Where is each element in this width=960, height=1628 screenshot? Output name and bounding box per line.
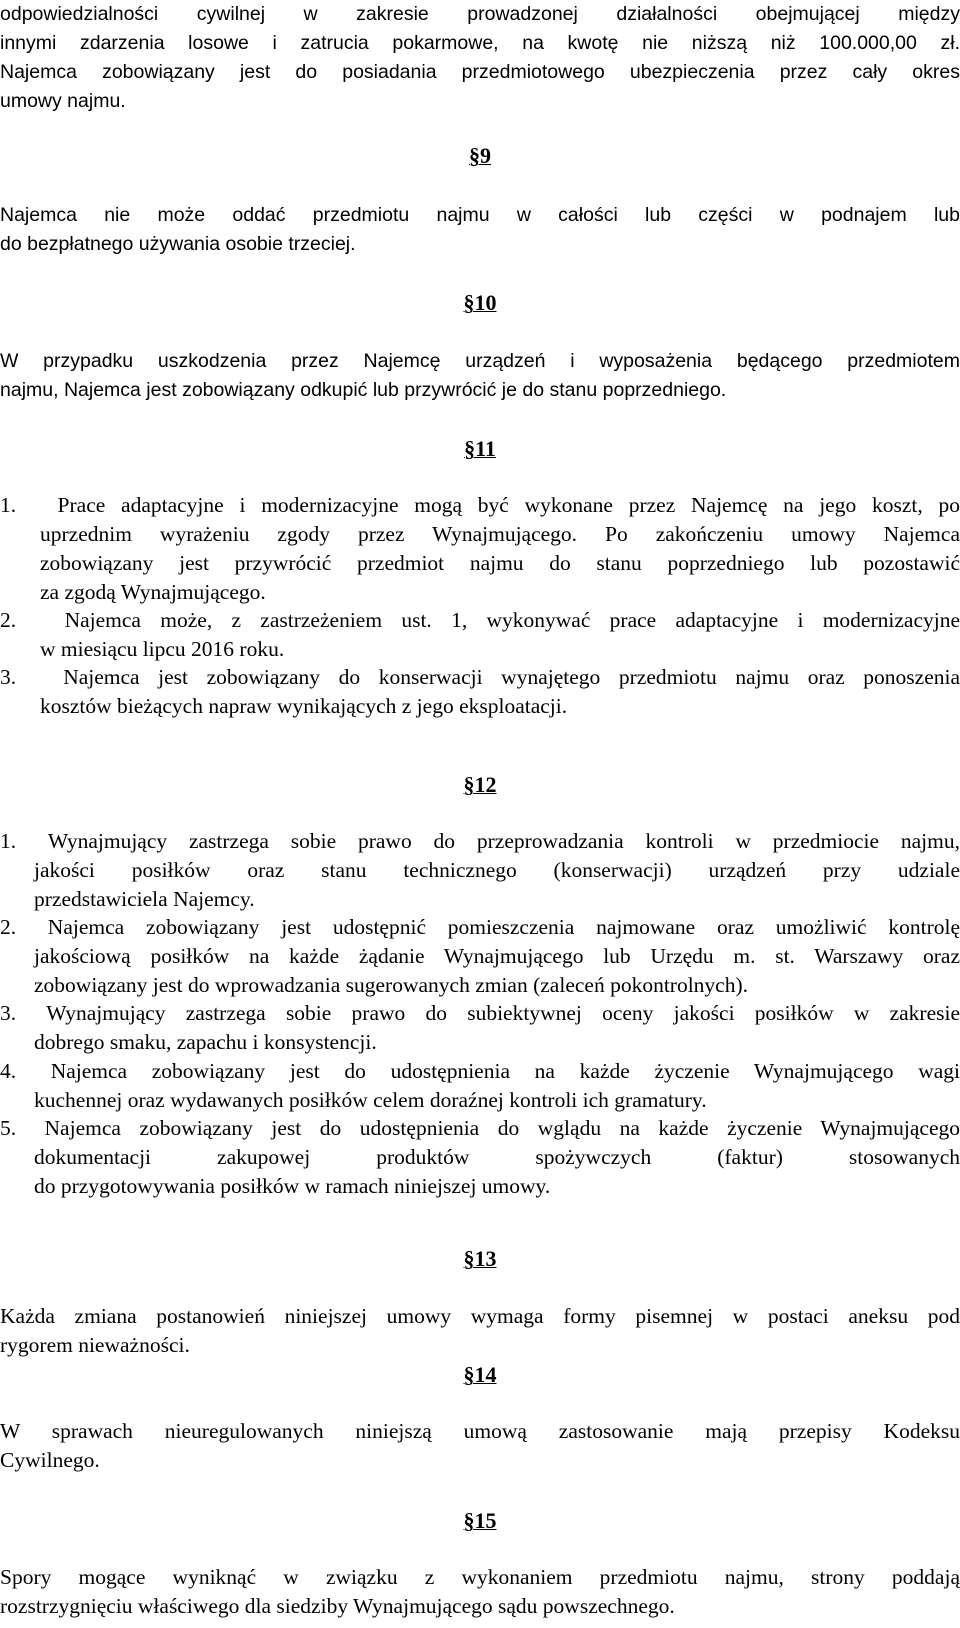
section-12-item-4-line: kuchennej oraz wydawanych posiłków celem doraźnej kontroli ich gramatury.	[34, 1088, 707, 1112]
section-heading-9: §9	[469, 143, 491, 168]
section-heading-13: §13	[463, 1246, 497, 1271]
item-text: Prace adaptacyjne i modernizacyjne mogą być wykonane przez Najemcę na jego koszt, po	[57, 493, 960, 517]
section-heading-10: §10	[463, 290, 497, 315]
section-14-line: W sprawach nieuregulowanych niniejszą umową zastosowanie mają przepisy Kodeksu	[0, 1419, 960, 1443]
section-15-line: Spory mogące wyniknąć w związku z wykonaniem przedmiotu najmu, strony poddają	[0, 1565, 960, 1589]
section-12-item-4	[0, 1057, 960, 1086]
section-12-item-5-line: do przygotowywania posiłków w ramach niniejszej umowy.	[34, 1174, 551, 1198]
section-13-line: Każda zmiana postanowień niniejszej umowy wymaga formy pisemnej w postaci aneksu pod	[0, 1304, 960, 1328]
item-number: 3.	[0, 1001, 17, 1025]
section-11-item-3	[0, 663, 960, 692]
section-12-item-3	[0, 999, 960, 1028]
section-12-item-2	[0, 913, 960, 942]
section-12-item-2-line: zobowiązany jest do wprowadzania sugerowanych zmian (zaleceń pokontrolnych).	[34, 973, 749, 997]
item-text: Wynajmujący zastrzega sobie prawo do subiektywnej oceny jakości posiłków w zakresie	[46, 1001, 960, 1025]
section-heading-11: §11	[464, 436, 496, 461]
intro-line: innymi zdarzenia losowe i zatrucia pokarmowe, na kwotę nie niższą niż 100.000,00 zł.	[0, 32, 960, 54]
intro-line: umowy najmu.	[0, 90, 126, 112]
section-12-item-5-line: dokumentacji zakupowej produktów spożywczych (faktur) stosowanych	[34, 1145, 960, 1169]
section-12-item-3-line: dobrego smaku, zapachu i konsystencji.	[34, 1030, 377, 1054]
section-10-line: W przypadku uszkodzenia przez Najemcę urządzeń i wyposażenia będącego przedmiotem	[0, 350, 960, 372]
section-11-item-2-line: w miesiącu lipcu 2016 roku.	[40, 637, 285, 661]
section-11-item-1-line: uprzednim wyrażeniu zgody przez Wynajmującego. Po zakończeniu umowy Najemca	[40, 522, 960, 546]
item-number: 1.	[0, 493, 17, 517]
section-11-item-3-line: kosztów bieżących napraw wynikających z jego eksploatacji.	[40, 694, 568, 718]
intro-line: Najemca zobowiązany jest do posiadania przedmiotowego ubezpieczenia przez cały okres	[0, 61, 960, 83]
section-12-item-1	[0, 827, 960, 856]
item-text: Najemca jest zobowiązany do konserwacji wynajętego przedmiotu najmu oraz ponoszenia	[63, 665, 960, 689]
section-13-line: rygorem nieważności.	[0, 1333, 190, 1357]
section-11-item-1-line: zobowiązany jest przywrócić przedmiot najmu do stanu poprzedniego lub pozostawić	[40, 551, 960, 575]
item-text: Wynajmujący zastrzega sobie prawo do przeprowadzania kontroli w przedmiocie najmu,	[47, 829, 960, 853]
section-heading-14: §14	[463, 1362, 497, 1387]
section-15-line: rozstrzygnięciu właściwego dla siedziby Wynajmującego sądu powszechnego.	[0, 1594, 675, 1618]
section-12-item-5	[0, 1114, 960, 1143]
item-number: 2.	[0, 608, 17, 632]
item-text: Najemca zobowiązany jest do udostępnienia na każde życzenie Wynajmującego wagi	[50, 1059, 960, 1083]
item-text: Najemca zobowiązany jest udostępnić pomieszczenia najmowane oraz umożliwić kontrolę	[47, 915, 960, 939]
section-9-line: do bezpłatnego używania osobie trzeciej.	[0, 233, 356, 255]
section-11-item-1	[0, 491, 960, 520]
section-10-line: najmu, Najemca jest zobowiązany odkupić lub przywrócić je do stanu poprzedniego.	[0, 379, 727, 401]
section-12-item-2-line: jakościową posiłków na każde żądanie Wynajmującego lub Urzędu m. st. Warszawy oraz	[34, 944, 960, 968]
item-number: 3.	[0, 665, 17, 689]
section-11-item-1-line: za zgodą Wynajmującego.	[40, 580, 266, 604]
item-number: 5.	[0, 1116, 17, 1140]
item-number: 1.	[0, 829, 17, 853]
section-14-line: Cywilnego.	[0, 1448, 100, 1472]
item-text: Najemca zobowiązany jest do udostępnienia do wglądu na każde życzenie Wynajmującego	[44, 1116, 960, 1140]
item-number: 2.	[0, 915, 17, 939]
section-11-item-2	[0, 606, 960, 635]
item-text: Najemca może, z zastrzeżeniem ust. 1, wykonywać prace adaptacyjne i modernizacyjne	[64, 608, 960, 632]
section-12-item-1-line: przedstawiciela Najemcy.	[34, 887, 255, 911]
section-heading-15: §15	[463, 1508, 497, 1533]
section-12-item-1-line: jakości posiłków oraz stanu technicznego (konserwacji) urządzeń przy udziale	[34, 858, 960, 882]
intro-line: odpowiedzialności cywilnej w zakresie prowadzonej działalności obejmującej między	[0, 3, 960, 25]
section-9-line: Najemca nie może oddać przedmiotu najmu w całości lub części w podnajem lub	[0, 204, 960, 226]
section-heading-12: §12	[463, 772, 497, 797]
item-number: 4.	[0, 1059, 17, 1083]
